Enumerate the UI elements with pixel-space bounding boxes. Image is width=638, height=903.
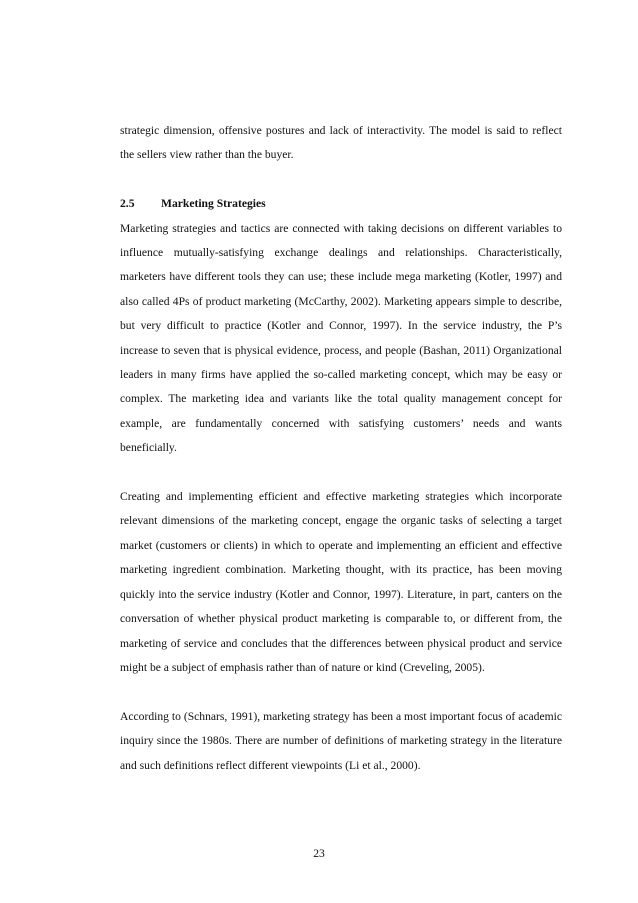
paragraph-gap [120, 168, 562, 192]
body-paragraph-2: Creating and implementing efficient and effective marketing strategies which incorporate relevant dimensions of the marketing concept, engage the organic tasks of selecting a target market (customers or clients) in which to operate and implementing an efficient and effective marketing ingredient combination. Marketing thought, with its practice, has been moving quickly into the service industry (Kotler and Connor, 1997). Literature, in part, canters on the conversation of whether physical product marketing is comparable to, or different from, the marketing of service and concludes that the differences between physical product and service might be a subject of emphasis rather than of nature or kind (Creveling, 2005). [120, 490, 562, 674]
paragraph-gap [120, 461, 562, 485]
page-body [120, 119, 562, 778]
section-title: Marketing Strategies [161, 197, 266, 211]
body-paragraph-3: According to (Schnars, 1991), marketing strategy has been a most important focus of academic inquiry since the 1980s. There are number of definitions of marketing strategy in the literature and such definitions reflect different viewpoints (Li et al., 2000). [120, 709, 562, 772]
page-number: 23 [313, 847, 325, 860]
body-paragraph-1: Marketing strategies and tactics are connected with taking decisions on different variables to influence mutually-satisfying exchange dealings and relationships. Characteristically, marketers have different tools they can use; these include mega marketing (Kotler, 1997) and also called 4Ps of product marketing (McCarthy, 2002). Marketing appears simple to describe, but very difficult to practice (Kotler and Connor, 1997). In the service industry, the P’s increase to seven that is physical evidence, process, and people (Bashan, 2011) Organizational leaders in many firms have applied the so-called marketing concept, which may be easy or complex. The marketing idea and variants like the total quality management concept for example, are fundamentally concerned with satisfying customers’ needs and wants beneficially. [120, 221, 562, 455]
section-number: 2.5 [120, 197, 135, 211]
section-heading [120, 192, 562, 216]
intro-paragraph: strategic dimension, offensive postures and lack of interactivity. The model is said to reflect the sellers view rather than the buyer. [120, 124, 562, 162]
paragraph-gap [120, 680, 562, 704]
